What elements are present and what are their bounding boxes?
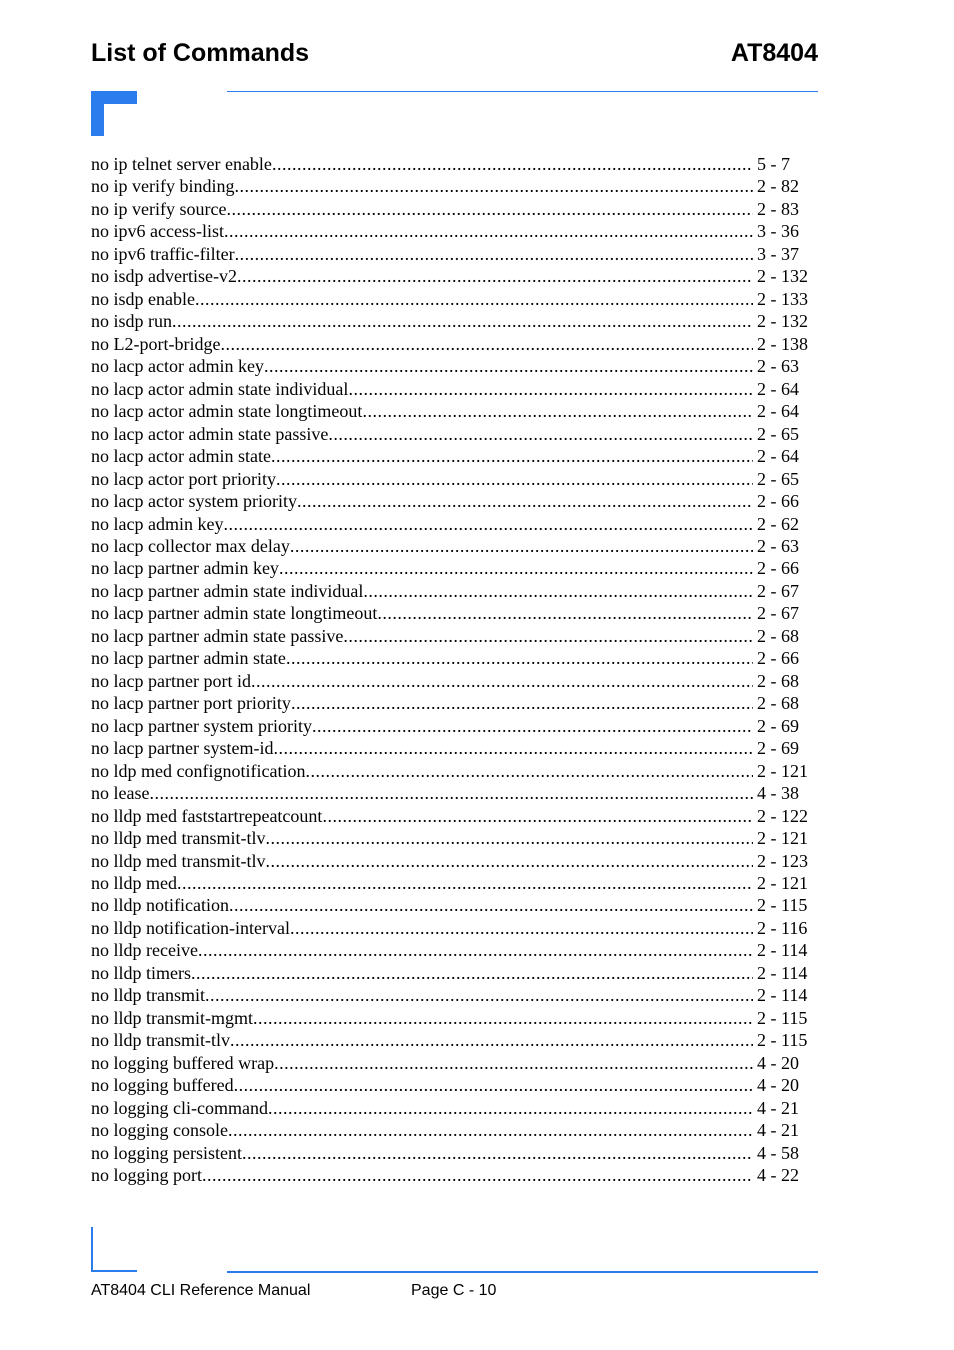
dot-leader <box>268 1097 753 1119</box>
index-entry <box>91 805 813 827</box>
command-name: no lldp transmit <box>91 985 205 1006</box>
dot-leader <box>223 513 753 535</box>
command-name: no ldp med confignotification <box>91 760 306 781</box>
page-reference: 2 - 115 <box>757 895 808 916</box>
command-name: no lacp actor admin key <box>91 356 264 377</box>
command-name: no lldp transmit-tlv <box>91 1030 230 1051</box>
dot-leader <box>305 760 753 782</box>
page-reference: 2 - 82 <box>757 176 799 197</box>
command-name: no lacp partner system-id <box>91 738 274 759</box>
page-reference: 4 - 21 <box>757 1097 799 1118</box>
page-reference: 2 - 132 <box>757 266 808 287</box>
dot-leader <box>242 1142 753 1164</box>
command-name: no logging cli-command <box>91 1097 268 1118</box>
command-name: no lacp partner system priority <box>91 715 312 736</box>
dot-leader <box>198 939 753 961</box>
page-reference: 2 - 121 <box>757 873 808 893</box>
command-index-list <box>91 153 813 1187</box>
index-entry <box>91 760 813 782</box>
page-reference: 4 - 20 <box>757 1052 799 1073</box>
dot-leader <box>328 423 753 445</box>
command-name: no lacp actor admin state <box>91 446 271 467</box>
dot-leader <box>237 265 753 287</box>
dot-leader <box>264 355 753 377</box>
index-entry <box>91 872 813 894</box>
page-reference: 2 - 66 <box>757 491 799 512</box>
command-name: no lacp actor admin state longtimeout <box>91 401 363 422</box>
dot-leader <box>234 175 753 197</box>
page-reference: 4 - 22 <box>757 1165 799 1186</box>
index-entry <box>91 400 813 422</box>
page-reference: 2 - 115 <box>757 1007 808 1028</box>
command-name: no lacp partner admin state individual <box>91 580 364 601</box>
command-name: no ip verify binding <box>91 176 235 197</box>
index-entry <box>91 827 813 849</box>
dot-leader <box>195 288 753 310</box>
command-name: no logging port <box>91 1165 202 1186</box>
command-name: no lldp receive <box>91 940 198 961</box>
command-name: no lease <box>91 783 150 804</box>
index-entry <box>91 715 813 737</box>
command-name: no ip verify source <box>91 198 227 219</box>
index-entry <box>91 220 813 242</box>
dot-leader <box>377 602 753 624</box>
corner-mark-bottom-vertical <box>91 1227 93 1272</box>
page-reference: 2 - 64 <box>757 446 799 467</box>
dot-leader <box>312 715 753 737</box>
page-reference: 2 - 65 <box>757 423 799 444</box>
page-reference: 2 - 114 <box>757 940 808 961</box>
command-name: no isdp advertise-v2 <box>91 266 237 287</box>
index-entry <box>91 243 813 265</box>
page-reference: 2 - 138 <box>757 333 808 354</box>
dot-leader <box>265 827 753 849</box>
footer-manual-title: AT8404 CLI Reference Manual <box>91 1282 311 1299</box>
footer-page-number: Page C - 10 <box>411 1282 497 1299</box>
command-name: no lacp partner admin state passive <box>91 625 344 646</box>
page-reference: 2 - 83 <box>757 198 799 219</box>
index-entry <box>91 153 813 175</box>
index-entry <box>91 265 813 287</box>
index-entry <box>91 445 813 467</box>
page-reference: 4 - 20 <box>757 1075 799 1096</box>
command-name: no lldp notification-interval <box>91 917 290 938</box>
dot-leader <box>286 647 753 669</box>
dot-leader <box>322 805 753 827</box>
index-entry <box>91 894 813 916</box>
page-reference: 2 - 114 <box>757 985 808 1006</box>
index-entry <box>91 782 813 804</box>
dot-leader <box>297 490 753 512</box>
page-reference: 2 - 132 <box>757 311 808 332</box>
page-reference: 2 - 68 <box>757 625 799 646</box>
index-entry <box>91 1097 813 1119</box>
command-name: no lldp med faststartrepeatcount <box>91 805 323 826</box>
command-name: no isdp enable <box>91 288 195 309</box>
index-entry <box>91 580 813 602</box>
corner-mark-top-vertical <box>91 91 104 136</box>
dot-leader <box>234 1074 753 1096</box>
command-name: no isdp run <box>91 311 172 332</box>
command-name: no lldp timers <box>91 962 191 983</box>
footer-rule <box>227 1271 818 1273</box>
page-reference: 2 - 68 <box>757 693 799 714</box>
page-reference: 2 - 115 <box>757 1030 808 1051</box>
page-reference: 3 - 36 <box>757 221 799 242</box>
dot-leader <box>363 580 753 602</box>
dot-leader <box>228 1119 753 1141</box>
page-title: List of Commands <box>91 39 310 67</box>
index-entry <box>91 490 813 512</box>
page-reference: 2 - 69 <box>757 738 799 759</box>
page-reference: 4 - 38 <box>757 783 799 804</box>
command-name: no ipv6 access-list <box>91 221 224 242</box>
dot-leader <box>276 468 753 490</box>
index-entry <box>91 625 813 647</box>
index-entry <box>91 557 813 579</box>
index-entry <box>91 288 813 310</box>
page-reference: 2 - 66 <box>757 558 799 579</box>
dot-leader <box>202 1164 753 1186</box>
command-name: no lldp transmit-mgmt <box>91 1007 253 1028</box>
index-entry <box>91 423 813 445</box>
command-name: no lldp notification <box>91 895 229 916</box>
dot-leader <box>149 782 753 804</box>
index-entry <box>91 468 813 490</box>
command-name: no lacp partner admin state <box>91 648 286 669</box>
index-entry <box>91 962 813 984</box>
page-reference: 2 - 114 <box>757 962 808 983</box>
command-name: no logging buffered wrap <box>91 1052 275 1073</box>
index-entry <box>91 917 813 939</box>
index-entry <box>91 1007 813 1029</box>
page-reference: 2 - 64 <box>757 378 799 399</box>
corner-mark-bottom <box>91 1270 137 1272</box>
index-entry <box>91 175 813 197</box>
page-reference: 2 - 63 <box>757 535 799 556</box>
page-reference: 2 - 121 <box>757 828 808 849</box>
index-entry <box>91 984 813 1006</box>
dot-leader <box>205 984 753 1006</box>
dot-leader <box>273 737 753 759</box>
command-name: no lacp actor admin state individual <box>91 378 349 399</box>
command-name: no lldp med transmit-tlv <box>91 828 266 849</box>
index-entry <box>91 378 813 400</box>
dot-leader <box>224 220 753 242</box>
dot-leader <box>348 378 753 400</box>
command-name: no logging buffered <box>91 1075 234 1096</box>
index-entry <box>91 310 813 332</box>
dot-leader <box>265 850 753 872</box>
index-entry <box>91 535 813 557</box>
index-entry <box>91 355 813 377</box>
command-name: no L2-port-bridge <box>91 333 221 354</box>
page-reference: 2 - 64 <box>757 401 799 422</box>
page-reference: 2 - 123 <box>757 850 808 871</box>
dot-leader <box>343 625 753 647</box>
command-name: no ipv6 traffic-filter <box>91 243 235 264</box>
dot-leader <box>191 962 753 984</box>
page-reference: 4 - 58 <box>757 1142 799 1163</box>
command-name: no lacp partner port id <box>91 670 251 691</box>
index-entry <box>91 1074 813 1096</box>
page-reference: 4 - 21 <box>757 1120 799 1141</box>
dot-leader <box>290 535 753 557</box>
dot-leader <box>271 445 753 467</box>
index-entry <box>91 850 813 872</box>
dot-leader <box>177 872 753 894</box>
index-entry <box>91 198 813 220</box>
product-model: AT8404 <box>730 39 818 67</box>
command-name: no lldp med transmit-tlv <box>91 850 266 871</box>
index-entry <box>91 1029 813 1051</box>
command-name: no logging console <box>91 1120 228 1141</box>
index-entry <box>91 647 813 669</box>
dot-leader <box>226 198 753 220</box>
command-name: no lacp actor admin state passive <box>91 423 329 444</box>
page-reference: 2 - 68 <box>757 670 799 691</box>
command-name: no lacp admin key <box>91 513 224 534</box>
index-entry <box>91 513 813 535</box>
dot-leader <box>272 153 753 175</box>
page-reference: 2 - 69 <box>757 715 799 736</box>
index-entry <box>91 1142 813 1164</box>
page-reference: 2 - 122 <box>757 805 808 826</box>
command-name: no lacp actor port priority <box>91 468 276 489</box>
dot-leader <box>291 692 753 714</box>
command-name: no lacp partner admin key <box>91 558 279 579</box>
dot-leader <box>290 917 753 939</box>
dot-leader <box>229 894 753 916</box>
page-reference: 2 - 121 <box>757 760 808 781</box>
index-entry <box>91 1119 813 1141</box>
index-entry <box>91 692 813 714</box>
index-entry <box>91 737 813 759</box>
command-name: no logging persistent <box>91 1142 242 1163</box>
command-name: no lacp partner admin state longtimeout <box>91 603 378 624</box>
header-rule <box>227 91 818 92</box>
index-entry <box>91 939 813 961</box>
index-entry <box>91 333 813 355</box>
page-reference: 2 - 67 <box>757 603 799 624</box>
command-name: no lldp med <box>91 873 177 893</box>
index-entry <box>91 1052 813 1074</box>
page-reference: 5 - 7 <box>757 154 790 174</box>
dot-leader <box>235 243 753 265</box>
page-reference: 2 - 62 <box>757 513 799 534</box>
command-name: no lacp actor system priority <box>91 491 297 512</box>
dot-leader <box>279 557 753 579</box>
page-reference: 3 - 37 <box>757 243 799 264</box>
dot-leader <box>362 400 753 422</box>
command-name: no ip telnet server enable <box>91 154 272 174</box>
index-entry <box>91 670 813 692</box>
page-reference: 2 - 67 <box>757 580 799 601</box>
dot-leader <box>274 1052 753 1074</box>
dot-leader <box>220 333 753 355</box>
index-entry <box>91 602 813 624</box>
dot-leader <box>253 1007 753 1029</box>
command-name: no lacp partner port priority <box>91 693 291 714</box>
dot-leader <box>172 310 753 332</box>
page-reference: 2 - 63 <box>757 356 799 377</box>
index-entry <box>91 1164 813 1186</box>
dot-leader <box>230 1029 753 1051</box>
page-reference: 2 - 133 <box>757 288 808 309</box>
page-reference: 2 - 116 <box>757 917 808 938</box>
page-reference: 2 - 65 <box>757 468 799 489</box>
dot-leader <box>251 670 753 692</box>
command-name: no lacp collector max delay <box>91 535 290 556</box>
page-reference: 2 - 66 <box>757 648 799 669</box>
